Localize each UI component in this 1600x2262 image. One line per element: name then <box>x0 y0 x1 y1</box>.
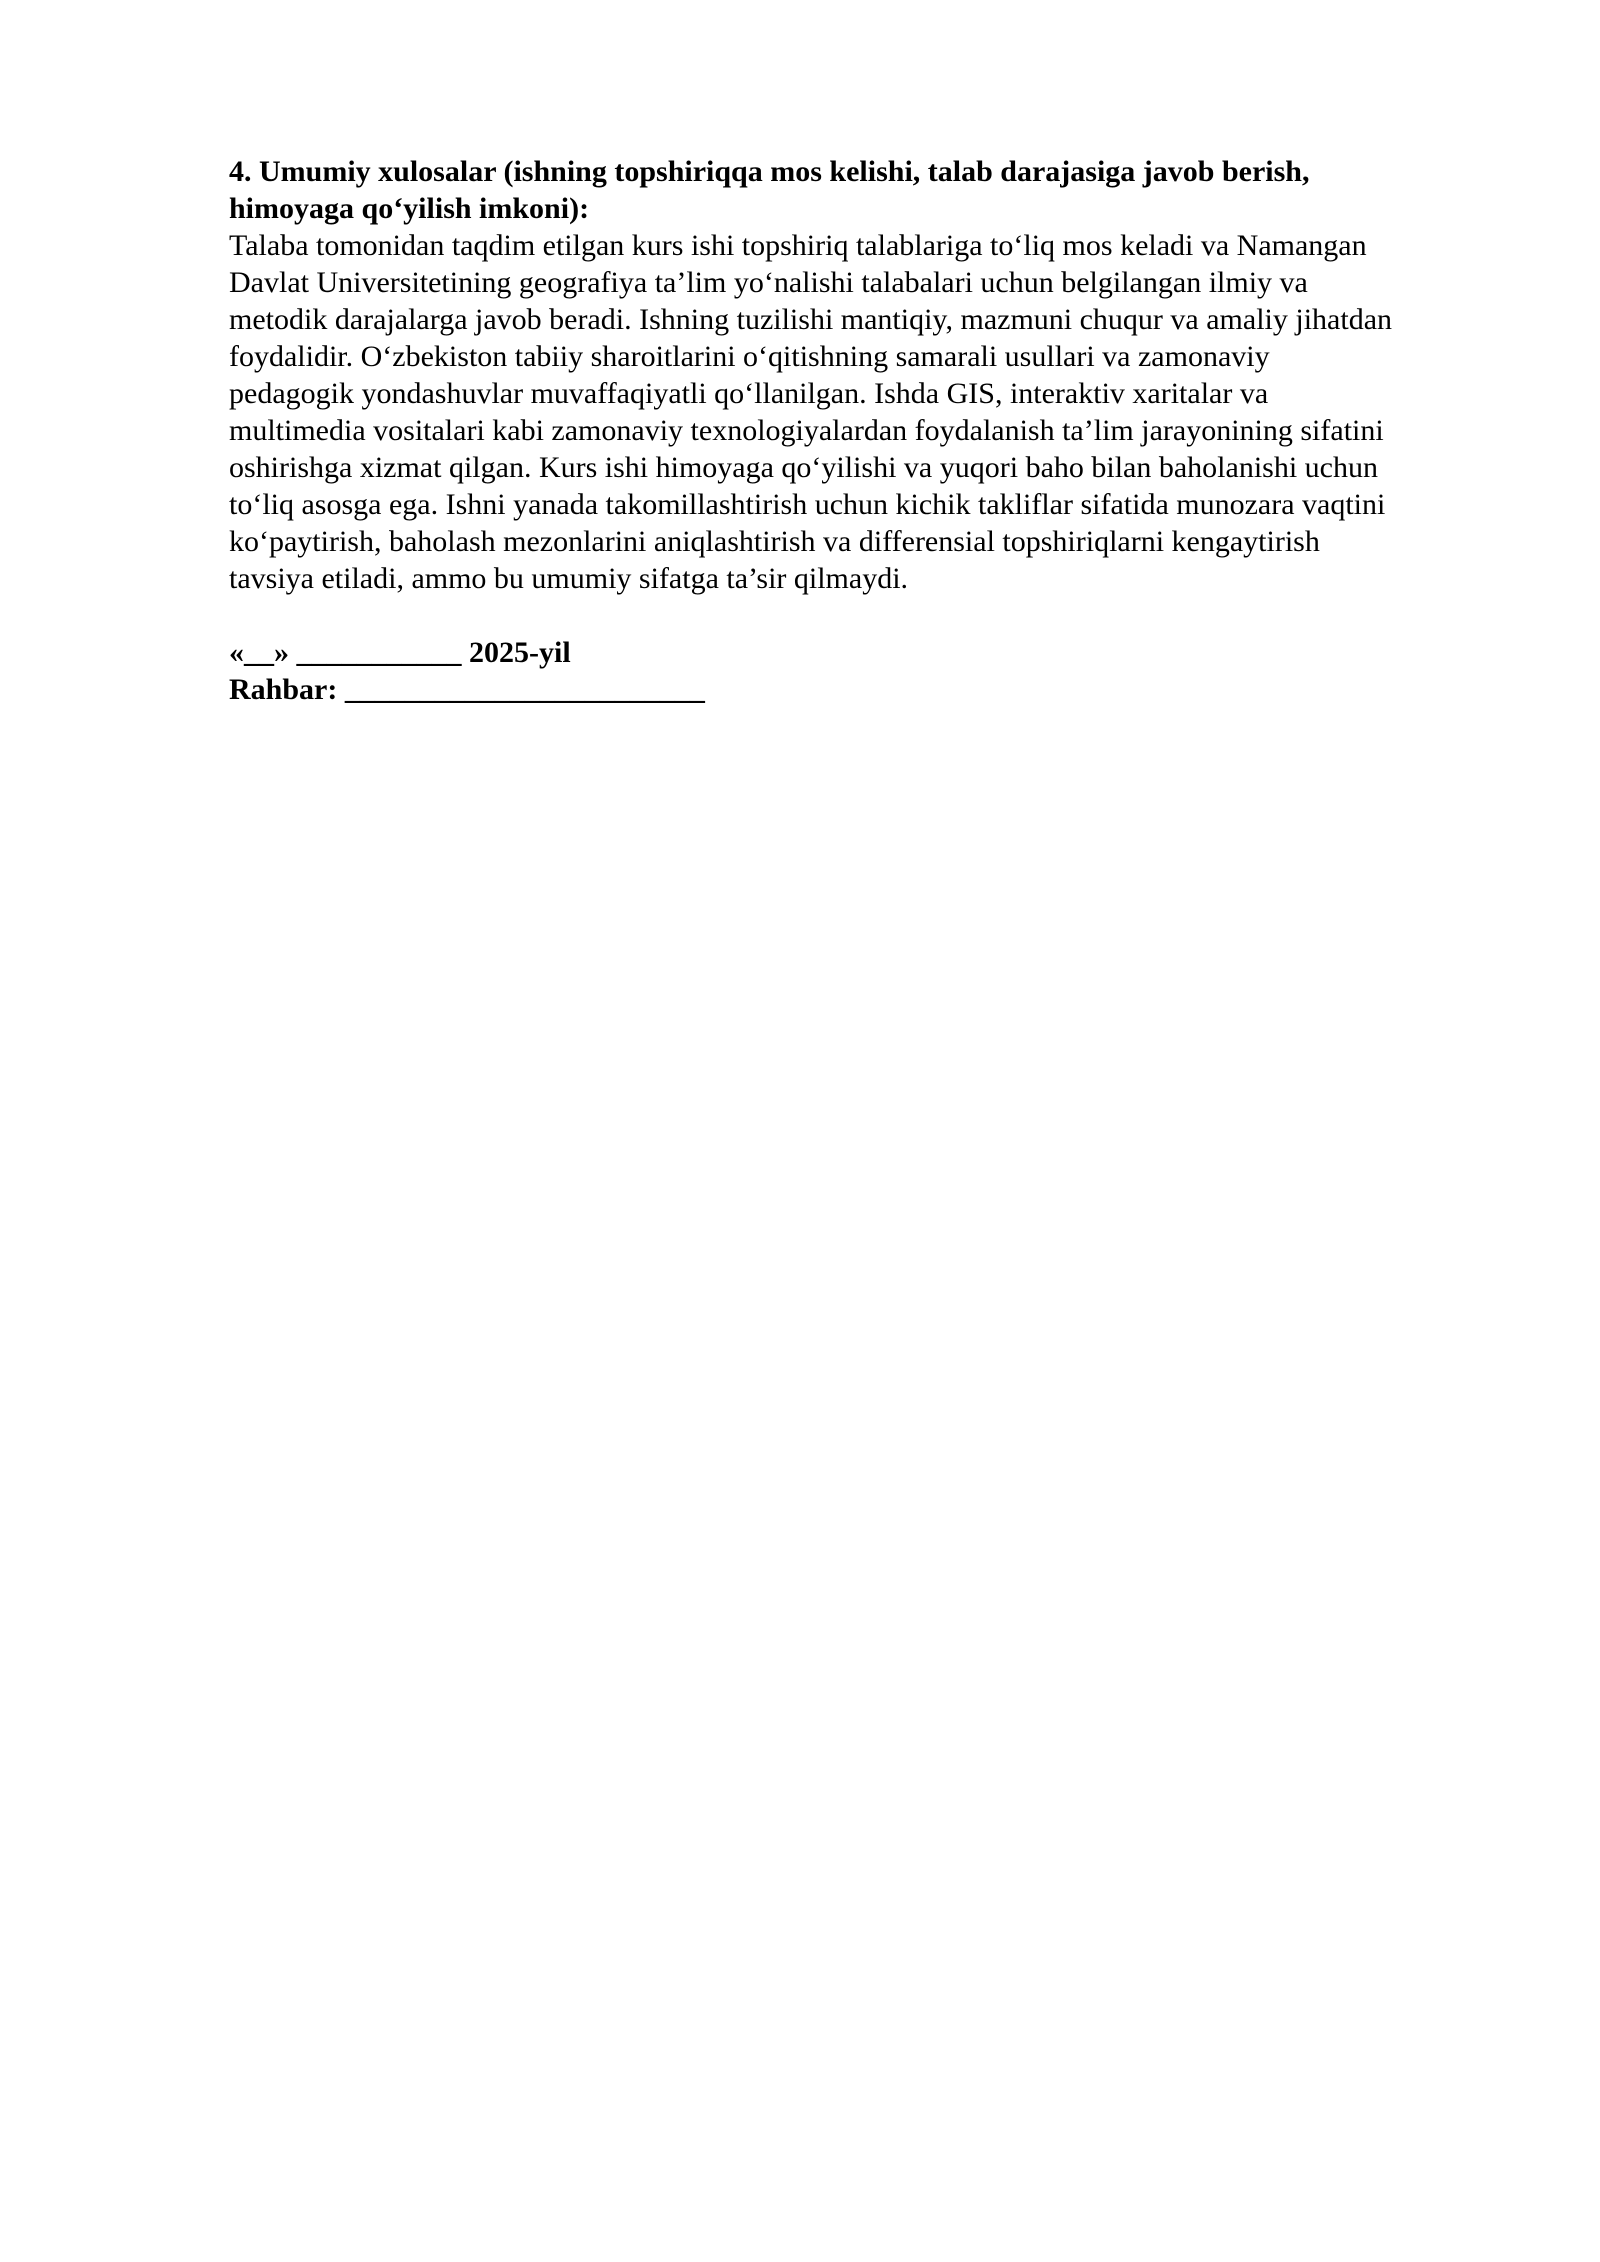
paragraph-line: Talaba tomonidan taqdim etilgan kurs ishi topshiriq talablariga to‘liq mos keladi va Namangan <box>229 229 1367 262</box>
paragraph-line: ko‘paytirish, baholash mezonlarini aniqlashtirish va differensial topshiriqlarni kengaytirish <box>229 525 1320 558</box>
date-line: «__» ___________ 2025-yil <box>229 636 571 669</box>
section-heading-line: himoyaga qo‘yilish imkoni): <box>229 192 590 225</box>
supervisor-signature-line: Rahbar: ________________________ <box>229 673 705 706</box>
paragraph-line: multimedia vositalari kabi zamonaviy texnologiyalardan foydalanish ta’lim jarayonining sifatini <box>229 414 1384 447</box>
paragraph-line: metodik darajalarga javob beradi. Ishning tuzilishi mantiqiy, mazmuni chuqur va amaliy jihatdan <box>229 303 1393 336</box>
conclusion-paragraph <box>229 227 1489 597</box>
document-page <box>229 153 1489 708</box>
paragraph-line: oshirishga xizmat qilgan. Kurs ishi himoyaga qo‘yilishi va yuqori baho bilan baholanishi uchun <box>229 451 1378 484</box>
paragraph-line: tavsiya etiladi, ammo bu umumiy sifatga ta’sir qilmaydi. <box>229 562 909 595</box>
section-heading-line: 4. Umumiy xulosalar (ishning topshiriqqa mos kelishi, talab darajasiga javob berish, <box>229 155 1310 188</box>
paragraph-line: pedagogik yondashuvlar muvaffaqiyatli qo‘llanilgan. Ishda GIS, interaktiv xaritalar va <box>229 377 1269 410</box>
paragraph-line: Davlat Universitetining geografiya ta’lim yo‘nalishi talabalari uchun belgilangan ilmiy va <box>229 266 1308 299</box>
signature-block <box>229 634 1489 708</box>
paragraph-line: to‘liq asosga ega. Ishni yanada takomillashtirish uchun kichik takliflar sifatida munozara vaqtini <box>229 488 1386 521</box>
section-heading <box>229 153 1489 227</box>
paragraph-line: foydalidir. O‘zbekiston tabiiy sharoitlarini o‘qitishning samarali usullari va zamonaviy <box>229 340 1270 373</box>
